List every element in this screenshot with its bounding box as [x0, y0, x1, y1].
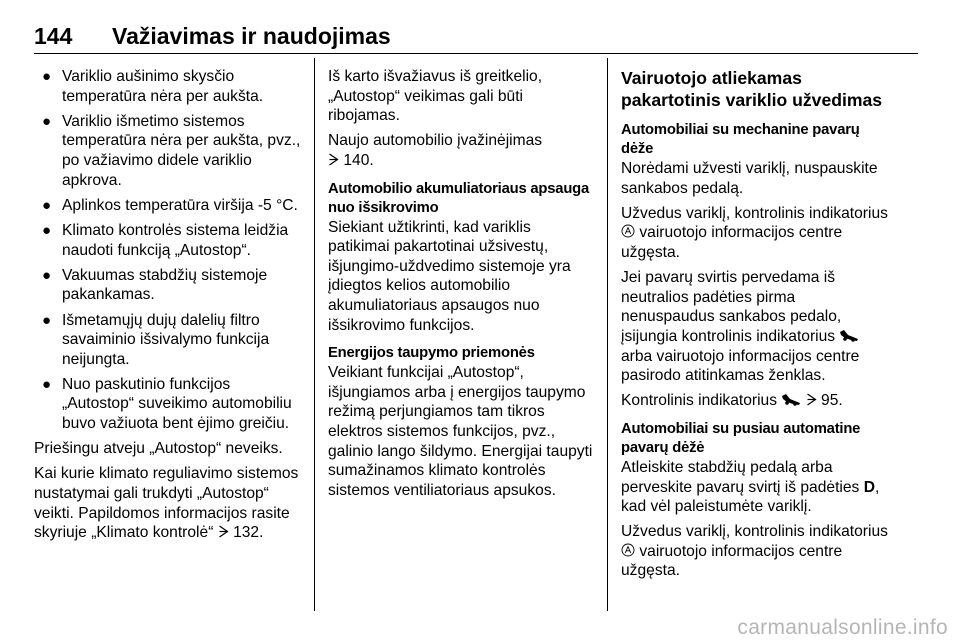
bullet-icon: ● — [42, 196, 52, 214]
reference-arrow-icon — [806, 393, 817, 406]
column-divider-1 — [314, 58, 315, 611]
list-item — [34, 196, 302, 216]
text-part: , kad vėl paleistumėte variklį. — [621, 478, 880, 516]
car-driving-icon — [781, 392, 801, 406]
paragraph-press-clutch: Norėdami užvesti variklį, nuspauskite sankabos pedalą. — [621, 160, 878, 197]
paragraph-indicator-ref — [621, 391, 891, 411]
header-divider — [34, 53, 918, 54]
subheading-energy-saving: Energijos taupymo priemonės — [328, 345, 535, 362]
column-1 — [34, 67, 302, 548]
subheading-semi-auto-gearbox: Automobiliai su pusiau automatine pavarų dėžė — [621, 420, 861, 456]
text-part: arba vairuotojo informacijos centre pasirodo atitinkamas ženklas. — [621, 347, 860, 385]
text-part: Kontrolinis indikatorius — [621, 392, 778, 410]
condition-list — [34, 67, 302, 434]
autostop-a-icon — [621, 543, 635, 557]
bullet-icon: ● — [42, 266, 52, 284]
text-part: Jei pavarų svirtis pervedama iš neutralios padėties pirma nenuspaudus sankabos pedalo, įsijungia kontrolinis indikatorius — [621, 269, 842, 345]
list-item-text: Išmetamųjų dujų dalelių filtro savaiminio išsivalymo funkcija neijungta. — [62, 311, 270, 368]
reference-page: 95. — [821, 392, 843, 410]
subheading-manual-gearbox: Automobiliai su mechanine pavarų dėže — [621, 122, 860, 157]
paragraph-climate — [34, 464, 302, 542]
column-divider-2 — [607, 58, 608, 611]
column-2 — [328, 67, 594, 506]
bullet-icon: ● — [42, 68, 52, 85]
reference-arrow-icon — [218, 525, 229, 538]
paragraph-release-brake — [621, 458, 891, 517]
page-number: 144 — [34, 23, 73, 49]
list-item — [34, 112, 302, 190]
bullet-icon: ● — [42, 375, 52, 393]
reference-arrow-icon — [328, 153, 339, 166]
paragraph-indicator-off — [621, 204, 891, 263]
list-item-text: Klimato kontrolės sistema leidžia naudoti funkciją „Autostop“. — [62, 221, 289, 259]
list-item-text: Variklio aušinimo skysčio temperatūra nėra per aukšta. — [62, 68, 264, 105]
reference-page: 132. — [233, 524, 264, 542]
paragraph-climate-text: Kai kurie klimato reguliavimo sistemos nustatymai gali trukdyti „Autostop“ veikti. Papildomos informacijos rasite skyriuje „Klimato kontrolė“ — [34, 465, 299, 542]
car-driving-icon — [839, 328, 859, 342]
text-part: vairuotojo informacijos centre užgęsta. — [621, 224, 843, 261]
bullet-icon: ● — [42, 221, 52, 239]
list-item-text: Variklio išmetimo sistemos temperatūra nėra per aukšta, pvz., po važiavimo didele variklio apkrova. — [62, 112, 301, 189]
paragraph-indicator-off-2 — [621, 522, 891, 581]
list-item-text: Nuo paskutinio funkcijos „Autostop“ suveikimo automobiliu buvo važiuota bent ėjimo greičiu. — [62, 375, 292, 433]
text-part: Užvedus variklį, kontrolinis indikatorius — [621, 204, 888, 222]
list-item — [34, 311, 302, 370]
paragraph-otherwise: Priešingu atveju „Autostop“ neveiks. — [34, 440, 283, 458]
section-title-restart: Vairuotojo atliekamas pakartotinis variklio užvedimas — [621, 68, 883, 110]
paragraph-highway: Iš karto išvažiavus iš greitkelio, „Autostop“ veikimas gali būti ribojamas. — [328, 68, 543, 125]
paragraph-battery-protection: Siekiant užtikrinti, kad variklis patikimai pakartotinai užsivestų, išjungimo-uždvedimo sistemoje yra įdiegtos kelios automobilio akumuliatoriaus apsaugos nuo išsikrovimo funkcijos. — [328, 218, 571, 334]
page-header — [34, 22, 918, 52]
list-item-text: Aplinkos temperatūra viršija -5 °C. — [62, 196, 298, 214]
list-item-text: Vakuumas stabdžių sistemoje pakankamas. — [62, 266, 268, 304]
paragraph-shift-warning — [621, 268, 891, 386]
paragraph-break-in-text: Naujo automobilio įvažinėjimas — [328, 132, 543, 150]
autostop-a-icon — [621, 224, 635, 238]
text-part: vairuotojo informacijos centre užgęsta. — [621, 542, 843, 580]
list-item — [34, 67, 302, 106]
text-part: Užvedus variklį, kontrolinis indikatorius — [621, 523, 888, 541]
list-item — [34, 266, 302, 305]
watermark[interactable]: carmanualsonline.info — [737, 616, 948, 639]
list-item — [34, 221, 302, 260]
column-3 — [621, 67, 891, 587]
paragraph-break-in — [328, 131, 594, 170]
paragraph-energy-saving: Veikiant funkcijai „Autostop“, išjungiamos arba į energijos taupymo režimą perjungiamos tam tikros elektros sistemos funkcijos, pvz., galinio lango šildymo. Energijai taupyti sumažinamos klimato kontrolės sistemos ventiliatoriaus apsukos. — [328, 364, 593, 499]
text-part: Atleiskite stabdžių pedalą arba perveskite pavarų svirtį iš padėties — [621, 458, 860, 496]
reference-page: 140. — [343, 151, 374, 169]
bullet-icon: ● — [42, 311, 52, 329]
gear-position-d: D — [863, 478, 875, 496]
bullet-icon: ● — [42, 112, 52, 130]
list-item — [34, 375, 302, 434]
page-title: Važiavimas ir naudojimas — [112, 23, 391, 49]
subheading-battery-protection: Automobilio akumuliatoriaus apsauga nuo išsikrovimo — [328, 180, 590, 216]
